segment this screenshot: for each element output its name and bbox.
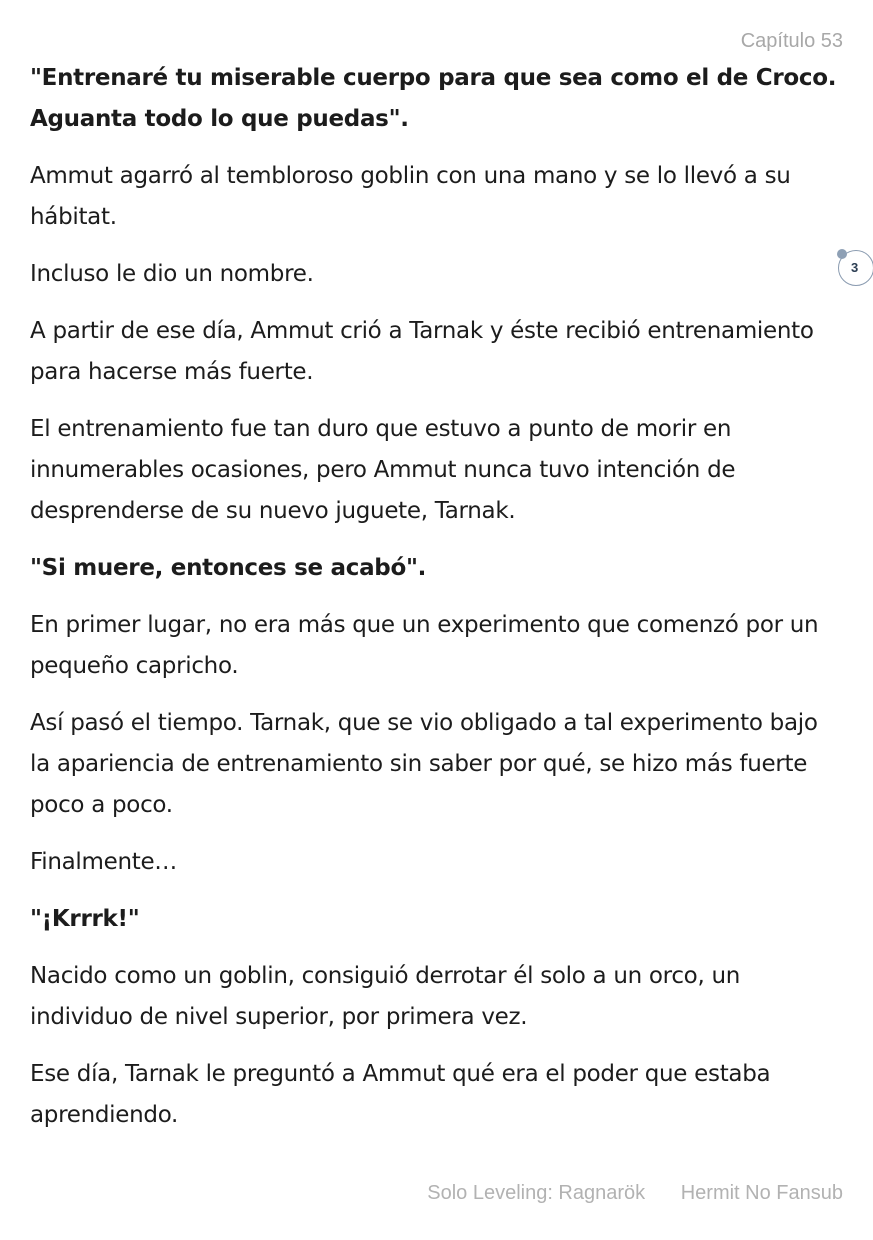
footer <box>427 1182 843 1205</box>
paragraph: "Entrenaré tu miserable cuerpo para que sea como el de Croco. Aguanta todo lo que puedas". <box>30 65 837 132</box>
chapter-title: Capítulo 53 <box>740 30 843 52</box>
paragraph: Ese día, Tarnak le preguntó a Ammut qué era el poder que estaba aprendiendo. <box>30 1061 771 1128</box>
paragraph: Así pasó el tiempo. Tarnak, que se vio obligado a tal experimento bajo la apariencia de entrenamiento sin saber por qué, se hizo más fuerte poco a poco. <box>30 710 818 818</box>
paragraph: A partir de ese día, Ammut crió a Tarnak y éste recibió entrenamiento para hacerse más fuerte. <box>30 318 814 385</box>
page-number-badge[interactable] <box>838 250 873 286</box>
paragraph: Ammut agarró al tembloroso goblin con una mano y se lo llevó a su hábitat. <box>30 163 791 230</box>
paragraph: Nacido como un goblin, consiguió derrotar él solo a un orco, un individuo de nivel superior, por primera vez. <box>30 963 741 1030</box>
paragraph: "¡Krrrk!" <box>30 906 140 932</box>
paragraph: "Si muere, entonces se acabó". <box>30 555 427 581</box>
footer-series-title: Solo Leveling: Ragnarök <box>427 1182 646 1204</box>
page-number: 3 <box>851 260 859 275</box>
paragraph: Finalmente… <box>30 849 178 875</box>
badge-dot-icon <box>837 249 847 259</box>
paragraph: El entrenamiento fue tan duro que estuvo a punto de morir en innumerables ocasiones, pero Ammut nunca tuvo intención de desprenderse de su nuevo juguete, Tarnak. <box>30 416 736 524</box>
paragraph: En primer lugar, no era más que un experimento que comenzó por un pequeño capricho. <box>30 612 819 679</box>
chapter-text <box>30 58 840 1152</box>
footer-group-name: Hermit No Fansub <box>680 1182 843 1204</box>
paragraph: Incluso le dio un nombre. <box>30 261 314 287</box>
